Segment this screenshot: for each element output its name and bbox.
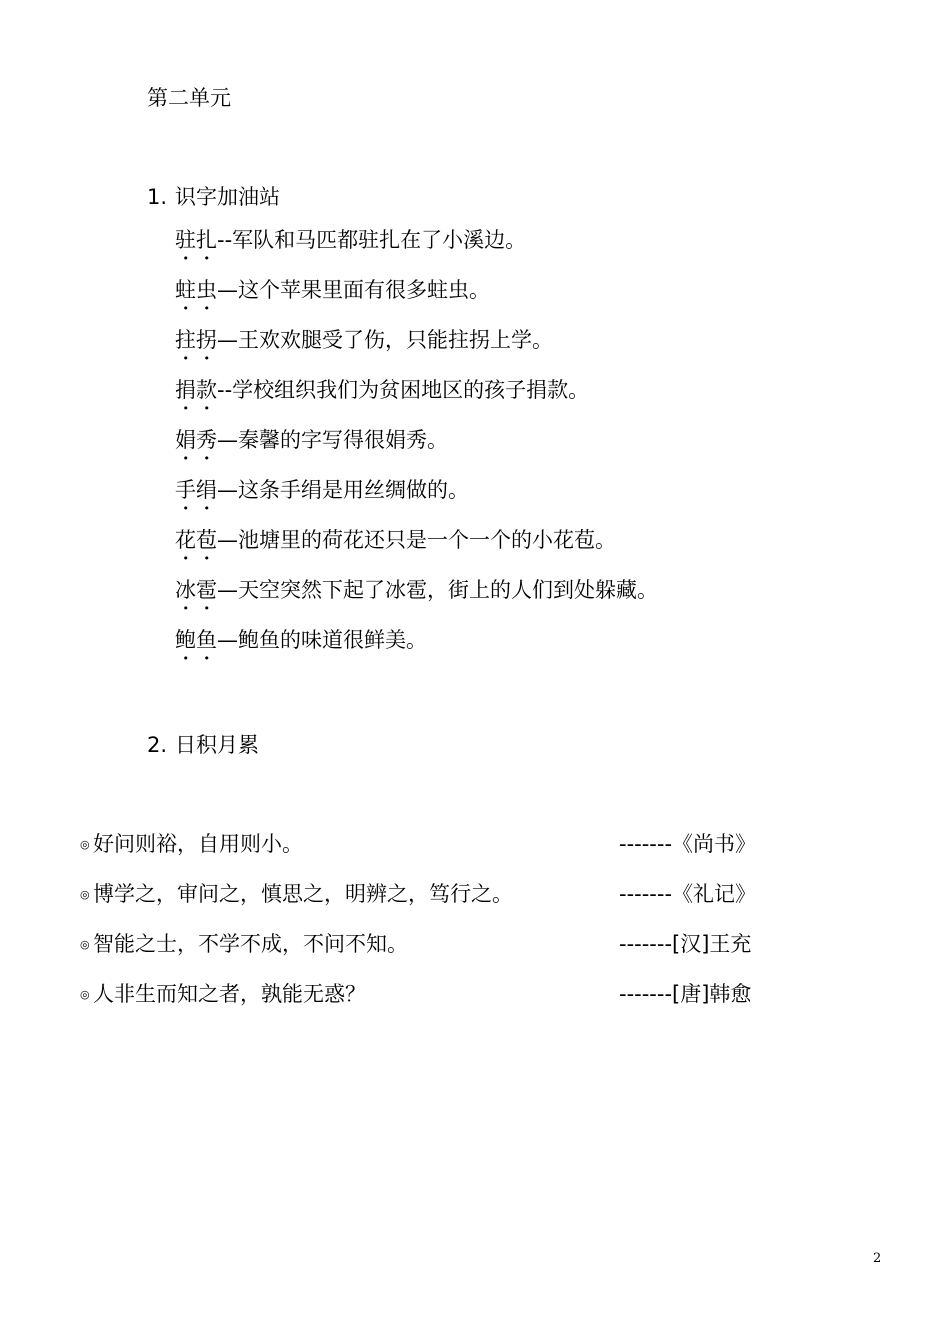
vocab-item: [175, 226, 658, 276]
vocab-word: 娟秀: [175, 428, 217, 452]
vocab-separator: —: [217, 328, 238, 352]
vocab-sentence: 王欢欢腿受了伤，只能拄拐上学。: [238, 328, 553, 352]
bullet-icon: ◎: [80, 988, 90, 1001]
vocab-separator: --: [217, 228, 233, 252]
vocab-item: [175, 626, 658, 676]
unit-title: 第二单元: [147, 86, 231, 110]
vocab-sentence: 学校组织我们为贫困地区的孩子捐款。: [232, 378, 590, 402]
quote-text: 好问则裕，自用则小。: [93, 832, 303, 856]
quote-item: [80, 930, 780, 980]
vocab-sentence: 鲍鱼的味道很鲜美。: [238, 628, 427, 652]
vocab-separator: —: [217, 428, 238, 452]
vocab-item: [175, 326, 658, 376]
vocab-separator: —: [217, 478, 238, 502]
vocab-item: [175, 426, 658, 476]
vocab-separator: —: [217, 528, 238, 552]
bullet-icon: ◎: [80, 838, 90, 851]
vocab-sentence: 秦馨的字写得很娟秀。: [238, 428, 448, 452]
quote-list: [80, 830, 780, 1030]
vocab-word: 驻扎: [175, 228, 217, 252]
section-number: 2.: [147, 733, 168, 757]
vocab-sentence: 天空突然下起了冰雹，街上的人们到处躲藏。: [238, 578, 658, 602]
vocab-word: 手绢: [175, 478, 217, 502]
section-heading-literacy: [147, 183, 280, 211]
page-number: 2: [873, 1251, 882, 1266]
vocab-sentence: 这个苹果里面有很多蛀虫。: [238, 278, 490, 302]
section-title: 识字加油站: [175, 185, 280, 209]
vocab-separator: —: [217, 578, 238, 602]
quote-text: 博学之，审问之，慎思之，明辨之，笃行之。: [93, 882, 513, 906]
vocab-list: [175, 226, 658, 676]
quote-item: [80, 880, 780, 930]
quote-text: 智能之士，不学不成，不问不知。: [93, 932, 408, 956]
vocab-separator: --: [217, 378, 233, 402]
section-number: 1.: [147, 185, 168, 209]
vocab-item: [175, 526, 658, 576]
vocab-word: 拄拐: [175, 328, 217, 352]
vocab-item: [175, 376, 658, 426]
section-title: 日积月累: [175, 733, 259, 757]
vocab-sentence: 军队和马匹都驻扎在了小溪边。: [232, 228, 527, 252]
bullet-icon: ◎: [80, 938, 90, 951]
vocab-sentence: 池塘里的荷花还只是一个一个的小花苞。: [238, 528, 616, 552]
vocab-item: [175, 576, 658, 626]
quote-source: -------《尚书》: [619, 832, 757, 856]
vocab-word: 捐款: [175, 378, 217, 402]
quote-source: -------[唐]韩愈: [619, 982, 752, 1006]
vocab-sentence: 这条手绢是用丝绸做的。: [238, 478, 469, 502]
vocab-separator: —: [217, 278, 238, 302]
quote-source: -------《礼记》: [619, 882, 757, 906]
vocab-separator: —: [217, 628, 238, 652]
vocab-word: 蛀虫: [175, 278, 217, 302]
quote-text: 人非生而知之者，孰能无惑？: [93, 982, 366, 1006]
bullet-icon: ◎: [80, 888, 90, 901]
vocab-word: 冰雹: [175, 578, 217, 602]
quote-item: [80, 830, 780, 880]
vocab-item: [175, 276, 658, 326]
vocab-word: 鲍鱼: [175, 628, 217, 652]
quote-item: [80, 980, 780, 1030]
vocab-word: 花苞: [175, 528, 217, 552]
section-heading-accumulation: [147, 731, 259, 759]
vocab-item: [175, 476, 658, 526]
quote-source: -------[汉]王充: [619, 932, 752, 956]
